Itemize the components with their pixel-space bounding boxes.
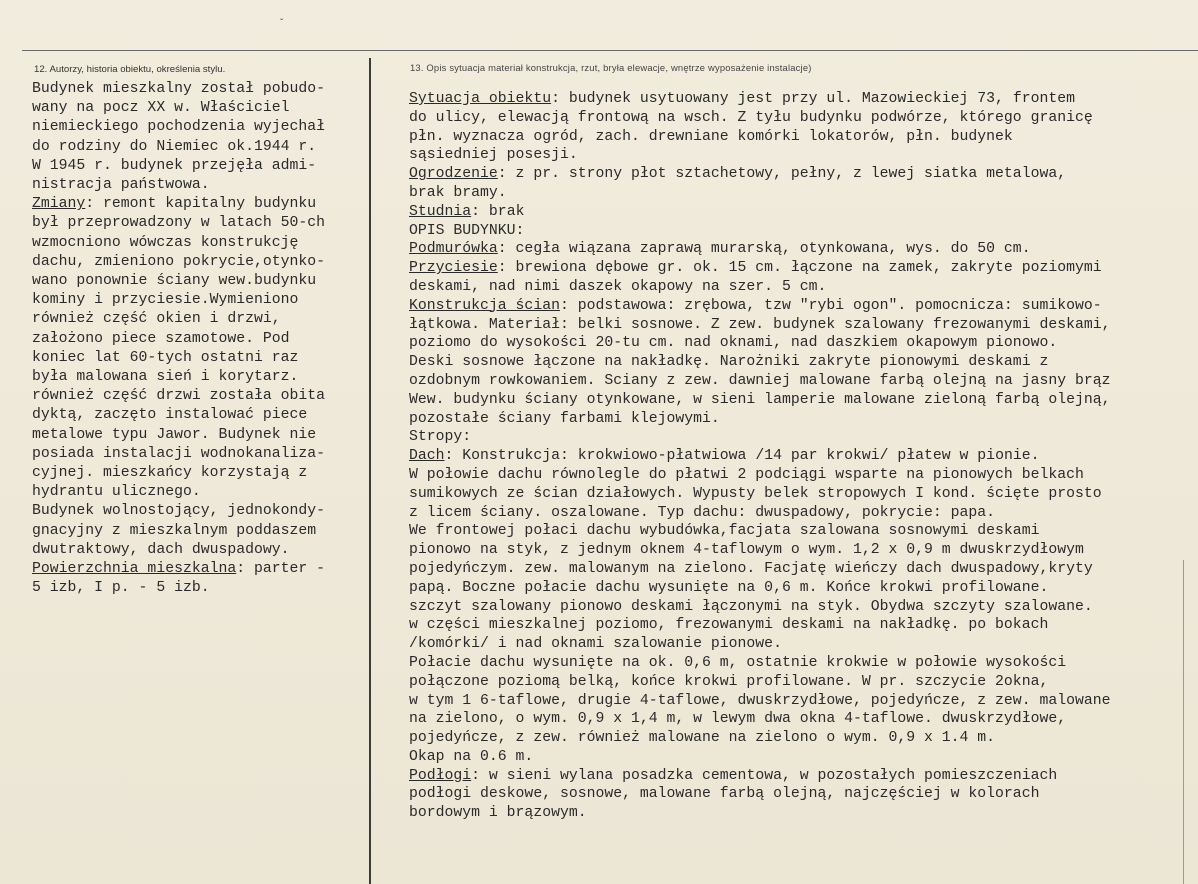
section-13-line bbox=[409, 184, 1111, 203]
section-12-line bbox=[32, 234, 325, 253]
page-edge bbox=[1183, 560, 1184, 884]
section-12-line bbox=[32, 214, 325, 233]
section-13-line bbox=[409, 146, 1111, 165]
line-text: wzmocniono wówczas konstrukcję bbox=[32, 234, 299, 251]
line-text: nistracja państwowa. bbox=[32, 177, 210, 194]
section-12-line bbox=[32, 330, 325, 349]
underlined-heading: Konstrukcja ścian bbox=[409, 297, 560, 314]
section-12-line bbox=[32, 541, 325, 560]
line-text: sąsiedniej posesji. bbox=[409, 147, 578, 164]
section-12-line bbox=[32, 483, 325, 502]
section-13-line bbox=[409, 692, 1111, 711]
line-text: : w sieni wylana posadzka cementowa, w pozostałych pomieszczeniach bbox=[471, 767, 1058, 784]
section-13-line bbox=[409, 428, 1111, 447]
section-13-line bbox=[409, 316, 1111, 335]
section-13-line bbox=[409, 579, 1111, 598]
line-text: : Konstrukcja: krokwiowo-płatwiowa /14 par krokwi/ płatew w pionie. bbox=[444, 448, 1040, 465]
line-text: posiada instalacji wodnokanaliza- bbox=[32, 445, 326, 462]
column-divider bbox=[369, 58, 371, 884]
section-13-line bbox=[409, 466, 1111, 485]
line-text: : cegła wiązana zaprawą murarską, otynkowana, wys. do 50 cm. bbox=[497, 241, 1031, 258]
line-text: : podstawowa: zrębowa, tzw "rybi ogon". pomocnicza: sumikowo- bbox=[559, 297, 1102, 314]
line-text: niemieckiego pochodzenia wyjechał bbox=[32, 119, 326, 136]
section-13-line bbox=[409, 165, 1111, 184]
section-13-title: 13. Opis sytuacja materiał konstrukcja, rzut, bryła elewacje, wnętrze wyposażenie instalacje) bbox=[410, 62, 812, 73]
line-text: również część okien i drzwi, bbox=[32, 311, 281, 328]
line-text: papą. Boczne połacie dachu wysunięte na 0,6 m. Końce krokwi profilowane. bbox=[409, 579, 1049, 596]
section-13-line bbox=[409, 259, 1111, 278]
line-text: : z pr. strony płot sztachetowy, pełny, z lewej siatka metalowa, bbox=[497, 166, 1067, 183]
line-text: kominy i przyciesie.Wymieniono bbox=[32, 292, 299, 309]
line-text: do ulicy, elewacją frontową na wsch. Z tyłu budynku podwórze, którego granicę bbox=[409, 109, 1093, 126]
section-13-text bbox=[409, 90, 1111, 823]
underlined-heading: Zmiany bbox=[32, 196, 86, 213]
section-13-line bbox=[409, 410, 1111, 429]
line-text: pozostałe ściany farbami klejowymi. bbox=[409, 410, 720, 427]
section-13-line bbox=[409, 485, 1111, 504]
line-text: do rodziny do Niemiec ok.1944 r. bbox=[32, 138, 317, 155]
line-text: We frontowej połaci dachu wybudówka,facjata szalowana sosnowymi deskami bbox=[409, 523, 1040, 540]
line-text: dwutraktowy, dach dwuspadowy. bbox=[32, 541, 290, 558]
section-13-line bbox=[409, 278, 1111, 297]
line-text: /komórki/ i nad oknami szalowanie pionowe. bbox=[409, 636, 782, 653]
underlined-heading: Podmurówka bbox=[409, 241, 498, 258]
line-text: metalowe typu Jawor. Budynek nie bbox=[32, 426, 317, 443]
section-12-title: 12. Autorzy, historia obiektu, określenia stylu. bbox=[34, 64, 226, 75]
line-text: Wew. budynku ściany otynkowane, w sieni lamperie malowane zieloną farbą olejną, bbox=[409, 391, 1111, 408]
line-text: szczyt szalowany pionowo deskami łączonymi na styk. Obydwa szczyty szalowane. bbox=[409, 598, 1093, 615]
section-13-line bbox=[409, 240, 1111, 259]
section-12-line bbox=[32, 426, 325, 445]
line-text: płn. wyznacza ogród, zach. drewniane komórki lokatorów, płn. budynek bbox=[409, 128, 1013, 145]
line-text: hydrantu ulicznego. bbox=[32, 484, 201, 501]
line-text: : remont kapitalny budynku bbox=[85, 196, 317, 213]
section-12-line bbox=[32, 349, 325, 368]
section-12-line bbox=[32, 80, 325, 99]
section-12-line bbox=[32, 310, 325, 329]
section-13-line bbox=[409, 447, 1111, 466]
line-text: gnacyjny z mieszkalnym poddaszem bbox=[32, 522, 317, 539]
section-13-line bbox=[409, 560, 1111, 579]
section-13-line bbox=[409, 804, 1111, 823]
section-13-line bbox=[409, 598, 1111, 617]
section-12-line bbox=[32, 195, 325, 214]
line-text: Budynek mieszkalny został pobudo- bbox=[32, 81, 326, 97]
section-13-line bbox=[409, 767, 1111, 786]
line-text: dyktą, zaczęto instalować piece bbox=[32, 407, 308, 424]
line-text: poziomo do wysokości 20-tu cm. nad oknami, nad daszkiem okapowym pionowo. bbox=[409, 335, 1058, 352]
section-13-line bbox=[409, 541, 1111, 560]
line-text: w części mieszkalnej poziomo, frezowanymi deskami na nakładkę. po bokach bbox=[409, 617, 1049, 634]
underlined-heading: Podłogi bbox=[409, 767, 472, 784]
section-12-line bbox=[32, 272, 325, 291]
line-text: deskami, nad nimi daszek okapowy na szer. 5 cm. bbox=[409, 278, 827, 295]
line-text: pojedyńczym. zew. malowanym na zielono. Facjatę wieńczy dach dwuspadowy,kryty bbox=[409, 560, 1093, 577]
corner-mark: ˇ bbox=[280, 18, 284, 29]
line-text: W połowie dachu równolegle do płatwi 2 podciągi wsparte na pionowych belkach bbox=[409, 466, 1084, 483]
section-12-line bbox=[32, 118, 325, 137]
section-12-line bbox=[32, 464, 325, 483]
line-text: : brewiona dębowe gr. ok. 15 cm. łączone na zamek, zakryte poziomymi bbox=[497, 260, 1102, 277]
section-13-line bbox=[409, 504, 1111, 523]
section-13-line bbox=[409, 222, 1111, 241]
line-text: założono piece szamotowe. Pod bbox=[32, 330, 290, 347]
section-12-line bbox=[32, 445, 325, 464]
line-text: : budynek usytuowany jest przy ul. Mazowieckiej 73, frontem bbox=[551, 91, 1075, 107]
section-13-line bbox=[409, 748, 1111, 767]
section-13-line bbox=[409, 654, 1111, 673]
section-13-line bbox=[409, 334, 1111, 353]
line-text: brak bramy. bbox=[409, 184, 507, 201]
line-text: Stropy: bbox=[409, 429, 472, 446]
section-13-line bbox=[409, 391, 1111, 410]
section-12-line bbox=[32, 99, 325, 118]
underlined-heading: Dach bbox=[409, 448, 445, 465]
line-text: podłogi deskowe, sosnowe, malowane farbą olejną, najczęściej w kolorach bbox=[409, 786, 1040, 803]
line-text: koniec lat 60-tych ostatni raz bbox=[32, 349, 299, 366]
section-12-line bbox=[32, 138, 325, 157]
line-text: W 1945 r. budynek przejęła admi- bbox=[32, 157, 317, 174]
line-text: pionowo na styk, z jednym oknem 4-taflowym o wym. 1,2 x 0,9 m dwuskrzydłowym bbox=[409, 542, 1084, 559]
section-12-line bbox=[32, 560, 325, 579]
section-12-line bbox=[32, 387, 325, 406]
section-12-text bbox=[32, 80, 325, 598]
line-text: na zielono, o wym. 0,9 x 1,4 m, w lewym dwa okna 4-taflowe. dwuskrzydłowe, bbox=[409, 711, 1067, 728]
underlined-heading: Powierzchnia mieszkalna bbox=[32, 561, 237, 578]
line-text: była malowana sień i korytarz. bbox=[32, 369, 299, 386]
line-text: sumikowych ze ścian działowych. Wypusty belek stropowych I kond. ścięte prosto bbox=[409, 485, 1102, 502]
line-text: połączone poziomą belką, końce krokwi profilowane. W pr. szczycie 2okna, bbox=[409, 673, 1049, 690]
section-13-line bbox=[409, 710, 1111, 729]
section-12-line bbox=[32, 253, 325, 272]
section-13-line bbox=[409, 673, 1111, 692]
line-text: : brak bbox=[471, 203, 525, 220]
section-13-line bbox=[409, 729, 1111, 748]
line-text: również część drzwi została obita bbox=[32, 388, 326, 405]
line-text: Połacie dachu wysunięte na ok. 0,6 m, ostatnie krokwie w połowie wysokości bbox=[409, 654, 1067, 671]
line-text: cyjnej. mieszkańcy korzystają z bbox=[32, 465, 308, 482]
line-text: z licem ściany. oszalowane. Typ dachu: dwuspadowy, pokrycie: papa. bbox=[409, 504, 996, 521]
section-12-line bbox=[32, 368, 325, 387]
line-text: wano ponownie ściany wew.budynku bbox=[32, 273, 317, 290]
section-13-line bbox=[409, 297, 1111, 316]
line-text: OPIS BUDYNKU: bbox=[409, 222, 525, 239]
line-text: Budynek wolnostojący, jednokondy- bbox=[32, 503, 326, 520]
line-text: dachu, zmieniono pokrycie,otynko- bbox=[32, 253, 326, 270]
underlined-heading: Sytuacja obiektu bbox=[409, 91, 552, 107]
section-13-line bbox=[409, 635, 1111, 654]
section-12-line bbox=[32, 157, 325, 176]
line-text: bordowym i brązowym. bbox=[409, 805, 587, 822]
top-rule bbox=[22, 50, 1198, 51]
line-text: ozdobnym rowkowaniem. Sciany z zew. dawniej malowane farbą olejną na jasny brąz bbox=[409, 372, 1111, 389]
underlined-heading: Ogrodzenie bbox=[409, 166, 498, 183]
section-13-line bbox=[409, 353, 1111, 372]
line-text: Okap na 0.6 m. bbox=[409, 748, 534, 765]
section-13-line bbox=[409, 90, 1111, 109]
section-13-line bbox=[409, 522, 1111, 541]
section-13-line bbox=[409, 128, 1111, 147]
section-13-line bbox=[409, 372, 1111, 391]
line-text: : parter - bbox=[236, 561, 326, 578]
line-text: Deski sosnowe łączone na nakładkę. Narożniki zakryte pionowymi deskami z bbox=[409, 354, 1049, 371]
section-12-line bbox=[32, 579, 325, 598]
section-13-line bbox=[409, 203, 1111, 222]
section-12-line bbox=[32, 502, 325, 521]
section-13-line bbox=[409, 616, 1111, 635]
line-text: wany na pocz XX w. Właściciel bbox=[32, 100, 290, 117]
section-12-line bbox=[32, 291, 325, 310]
section-12-line bbox=[32, 176, 325, 195]
line-text: 5 izb, I p. - 5 izb. bbox=[32, 580, 210, 597]
line-text: w tym 1 6-taflowe, drugie 4-taflowe, dwuskrzydłowe, pojedyńcze, z zew. malowane bbox=[409, 692, 1111, 709]
line-text: łątkowa. Materiał: belki sosnowe. Z zew. budynek szalowany frezowanymi deskami, bbox=[409, 316, 1111, 333]
line-text: był przeprowadzony w latach 50-ch bbox=[32, 215, 326, 232]
underlined-heading: Przyciesie bbox=[409, 260, 498, 277]
section-12-line bbox=[32, 406, 325, 425]
underlined-heading: Studnia bbox=[409, 203, 472, 220]
section-13-line bbox=[409, 785, 1111, 804]
line-text: pojedyńcze, z zew. również malowane na zielono o wym. 0,9 x 1.4 m. bbox=[409, 730, 996, 747]
section-13-line bbox=[409, 109, 1111, 128]
section-12-line bbox=[32, 522, 325, 541]
